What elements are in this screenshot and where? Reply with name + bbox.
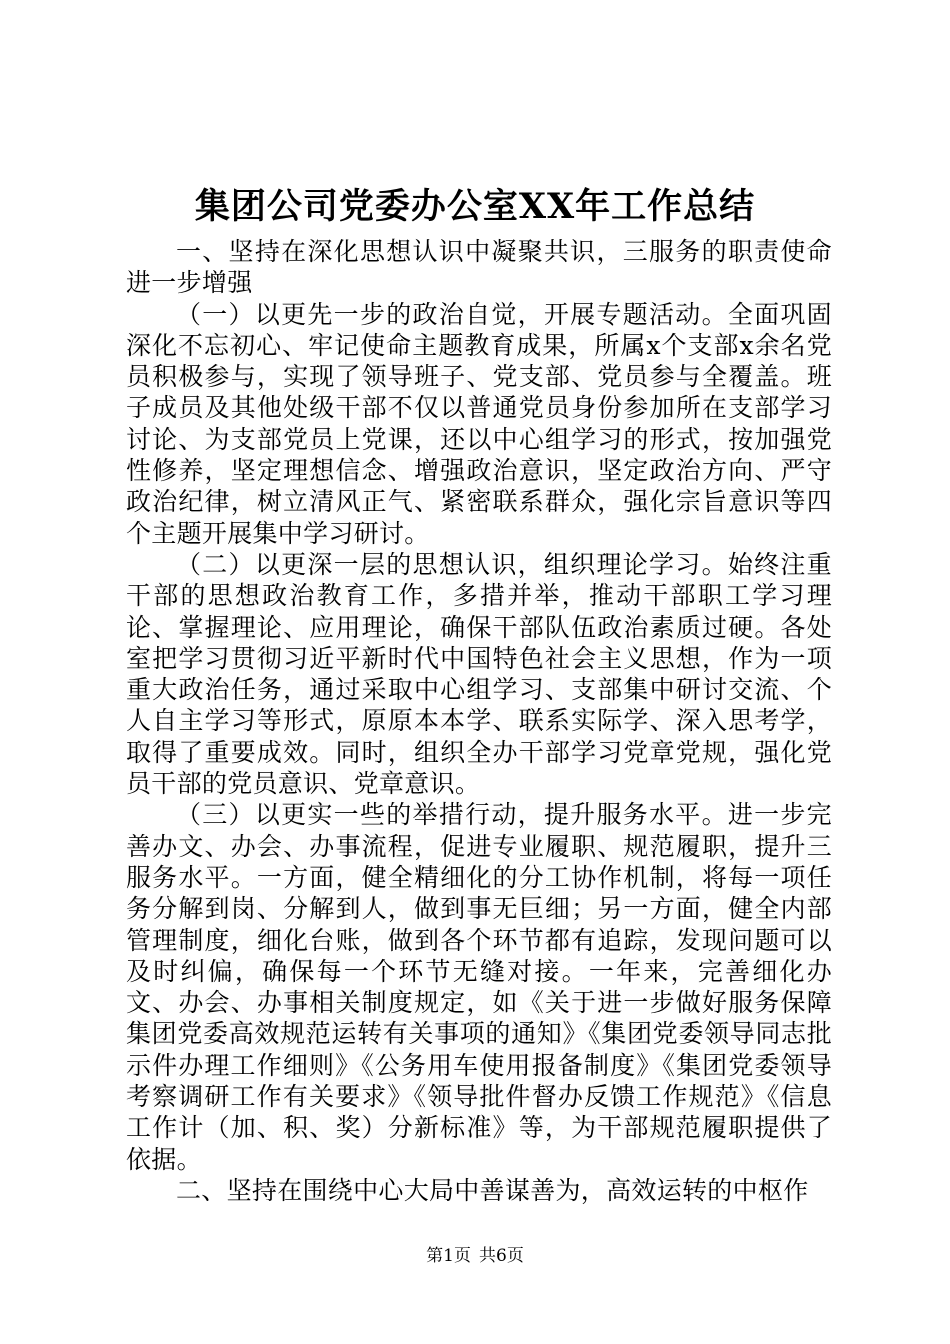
- page-footer: [0, 1244, 950, 1268]
- document-body: [126, 236, 832, 1206]
- paragraph-section-two-heading: 二、坚持在围绕中心大局中善谋善为，高效运转的中枢作: [176, 1175, 809, 1205]
- page-total: 共6页: [479, 1246, 524, 1266]
- paragraph-item-two: （二）以更深一层的思想认识，组织理论学习。始终注重干部的思想政治教育工作，多措并举，推动干部职工学习理论、掌握理论、应用理论，确保干部队伍政治素质过硬。各处室把学习贯彻习近平新时代中国特色社会主义思想，作为一项重大政治任务，通过采取中心组学习、支部集中研讨交流、个人自主学习等形式，原原本本学、联系实际学、深入思考学，取得了重要成效。同时，组织全办干部学习党章党规，强化党员干部的党员意识、党章意识。: [126, 549, 832, 799]
- page-number: 第1页: [426, 1246, 471, 1266]
- paragraph-item-three: （三）以更实一些的举措行动，提升服务水平。进一步完善办文、办会、办事流程，促进专业履职、规范履职，提升三服务水平。一方面，健全精细化的分工协作机制，将每一项任务分解到岗、分解到人，做到事无巨细；另一方面，健全内部管理制度，细化台账，做到各个环节都有追踪，发现问题可以及时纠偏，确保每一个环节无缝对接。一年来，完善细化办文、办会、办事相关制度规定，如《关于进一步做好服务保障集团党委高效规范运转有关事项的通知》《集团党委领导同志批示件办理工作细则》《公务用车使用报备制度》《集团党委领导考察调研工作有关要求》《领导批件督办反馈工作规范》《信息工作计（加、积、奖）分新标准》等，为干部规范履职提供了依据。: [126, 800, 832, 1174]
- paragraph-section-one-heading: 一、坚持在深化思想认识中凝聚共识，三服务的职责使命进一步增强: [126, 237, 832, 298]
- paragraph-item-one: （一）以更先一步的政治自觉，开展专题活动。全面巩固深化不忘初心、牢记使命主题教育成果，所属x个支部x余名党员积极参与，实现了领导班子、党支部、党员参与全覆盖。班子成员及其他处级干部不仅以普通党员身份参加所在支部学习讨论、为支部党员上党课，还以中心组学习的形式，按加强党性修养，坚定理想信念、增强政治意识，坚定政治方向、严守政治纪律，树立清风正气、紧密联系群众，强化宗旨意识等四个主题开展集中学习研讨。: [126, 299, 832, 548]
- document-title: 集团公司党委办公室XX年工作总结: [194, 186, 756, 227]
